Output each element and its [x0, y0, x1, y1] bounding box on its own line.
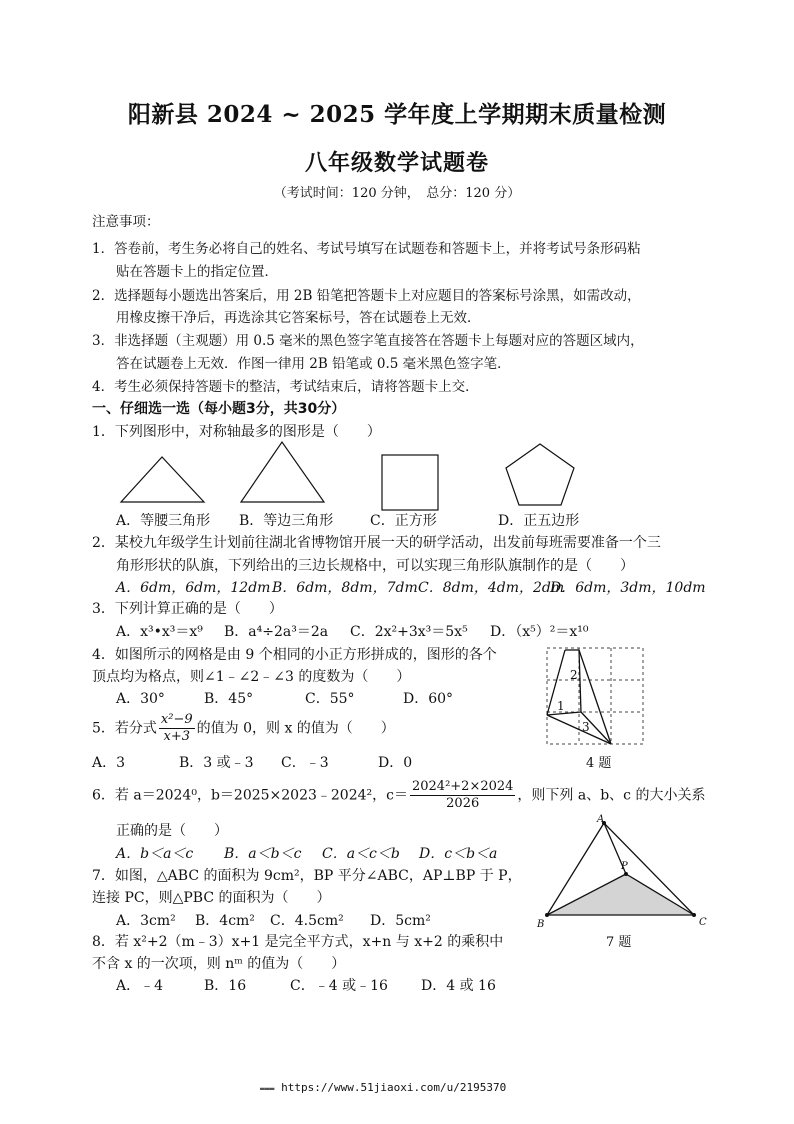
q4-angle-label-1: 1 — [557, 699, 565, 713]
q2-option-d: D．6dm，3dm，10dm — [550, 580, 706, 596]
q4-angle-label-2: 2 — [570, 668, 578, 682]
q7-point-c-label: C — [699, 917, 707, 928]
q3-option-d: D．（x⁵）²＝x¹⁰ — [490, 624, 589, 640]
q1-option-b: B．等边三角形 — [239, 513, 334, 529]
q3-stem: 3．下列计算正确的是（ ） — [92, 601, 283, 617]
q4-figure-caption: 4 题 — [586, 756, 612, 771]
note-2-line-2: 用橡皮擦干净后，再选涂其它答案标号，答在试题卷上无效． — [116, 310, 481, 326]
q1-option-d: D．正五边形 — [498, 513, 580, 529]
q6-fraction-numerator: 2024²+2×2024 — [411, 779, 514, 794]
q2-stem-line-1: 2．某校九年级学生计划前往湖北省博物馆开展一天的研学活动，出发前每班需要准备一个三 — [92, 535, 661, 551]
q6-option-a: A．b＜a＜c — [116, 846, 194, 862]
q7-stem-line-1: 7．如图，△ABC 的面积为 9cm²，BP 平分∠ABC，AP⊥BP 于 P， — [92, 868, 522, 884]
q7-option-a: A．3cm² — [116, 913, 176, 929]
footer-logo: ▬▬▬ — [260, 1084, 275, 1093]
exam-title: 阳新县 2024 ~ 2025 学年度上学期期末质量检测 — [127, 101, 667, 128]
q6-fraction-denominator: 2026 — [446, 796, 480, 811]
q3-option-c: C．2x²+3x³＝5x⁵ — [350, 624, 468, 640]
q5-option-d: D．0 — [378, 755, 413, 771]
q2-option-c: C．8dm，4dm，2dm — [418, 580, 565, 596]
q6-stem-line-2: 正确的是（ ） — [116, 823, 228, 839]
q4-option-d: D．60° — [403, 691, 454, 707]
q7-point-a-label: A — [597, 814, 605, 825]
q8-option-c: C．﹣4 或﹣16 — [290, 978, 388, 994]
q1-option-a: A．等腰三角形 — [116, 513, 211, 529]
note-1-line-1: 1．答卷前，考生务必将自己的姓名、考试号填写在试题卷和答题卡上，并将考试号条形码粘 — [92, 241, 641, 257]
q5-option-c: C．﹣3 — [281, 755, 329, 771]
q5-option-a: A．3 — [92, 755, 126, 771]
q4-stem-line-1: 4．如图所示的网格是由 9 个相同的小正方形拼成的，图形的各个 — [92, 647, 497, 663]
q4-stem-line-2: 顶点均为格点，则∠1﹣∠2﹣∠3 的度数为（ ） — [92, 669, 411, 685]
footer-url-link[interactable]: https://www.51jiaoxi.com/u/2195370 — [281, 1081, 507, 1094]
q7-figure-caption: 7 题 — [606, 935, 632, 950]
q4-option-c: C．55° — [305, 691, 355, 707]
q8-option-d: D．4 或 16 — [421, 978, 496, 994]
q7-point-b-label: B — [537, 919, 545, 930]
q6-option-b: B．a＜b＜c — [224, 846, 302, 862]
q7-option-c: C．4.5cm² — [270, 913, 344, 929]
q6-stem-pre: 6．若 a＝2024⁰，b＝2025×2023﹣2024²，c＝ — [92, 787, 408, 804]
q5-fraction-numerator: x²−9 — [160, 712, 193, 727]
section-1-title: 一、仔细选一选（每小题3分，共30分） — [92, 401, 346, 417]
q7-point-p-label: P — [621, 861, 628, 872]
q1-stem: 1．下列图形中，对称轴最多的图形是（ ） — [92, 424, 381, 440]
q2-option-b: B．6dm，8dm，7dm — [272, 580, 418, 596]
q6-stem-post: ，则下列 a、b、c 的大小关系 — [517, 787, 706, 804]
note-2-line-1: 2．选择题每小题选出答案后，用 2B 铅笔把答题卡上对应题目的答案标号涂黑，如需改动， — [92, 288, 641, 304]
exam-info: （考试时间：120 分钟， 总分：120 分） — [273, 186, 521, 201]
q5-stem-pre: 5．若分式 — [92, 720, 157, 737]
q3-option-b: B．a⁴÷2a³＝2a — [224, 624, 329, 640]
q2-stem-line-2: 角形形状的队旗，下列给出的三边长规格中，可以实现三角形队旗制作的是（ ） — [116, 558, 634, 574]
note-1-line-2: 贴在答题卡上的指定位置． — [116, 264, 278, 280]
q7-option-d: D．5cm² — [370, 913, 431, 929]
note-4: 4．考生必须保持答题卡的整洁，考试结束后，请将答题卡上交． — [92, 379, 479, 395]
footer-watermark — [260, 1081, 506, 1094]
q8-option-b: B．16 — [204, 978, 247, 994]
note-3-line-1: 3．非选择题（主观题）用 0.5 毫米的黑色签字笔直接答在答题卡上每题对应的答题区域内， — [92, 333, 644, 349]
q8-option-a: A．﹣4 — [116, 978, 164, 994]
q6-option-c: C．a＜c＜b — [322, 846, 400, 862]
q4-option-b: B．45° — [204, 691, 254, 707]
q5-option-b: B．3 或﹣3 — [179, 755, 254, 771]
exam-subtitle: 八年级数学试题卷 — [304, 150, 489, 176]
notes-heading: 注意事项： — [92, 214, 160, 230]
q4-angle-label-3: 3 — [582, 720, 590, 734]
q7-stem-line-2: 连接 PC，则△PBC 的面积为（ ） — [92, 890, 331, 906]
q4-option-a: A．30° — [116, 691, 165, 707]
q5-fraction-denominator: x+3 — [163, 729, 191, 744]
q8-stem-line-2: 不含 x 的一次项，则 nᵐ 的值为（ ） — [92, 956, 346, 972]
q2-option-a: A．6dm，6dm，12dm — [116, 580, 271, 596]
q5-stem-post: 的值为 0，则 x 的值为（ ） — [196, 720, 395, 737]
q7-option-b: B．4cm² — [195, 913, 255, 929]
q6-option-d: D．c＜b＜a — [419, 846, 498, 862]
q1-option-c: C．正方形 — [370, 513, 437, 529]
note-3-line-2: 答在试题卷上无效．作图一律用 2B 铅笔或 0.5 毫米黑色签字笔． — [116, 356, 511, 372]
q3-option-a: A．x³•x³＝x⁹ — [116, 624, 203, 640]
q8-stem-line-1: 8．若 x²+2（m﹣3）x+1 是完全平方式，x+n 与 x+2 的乘积中 — [92, 934, 504, 950]
